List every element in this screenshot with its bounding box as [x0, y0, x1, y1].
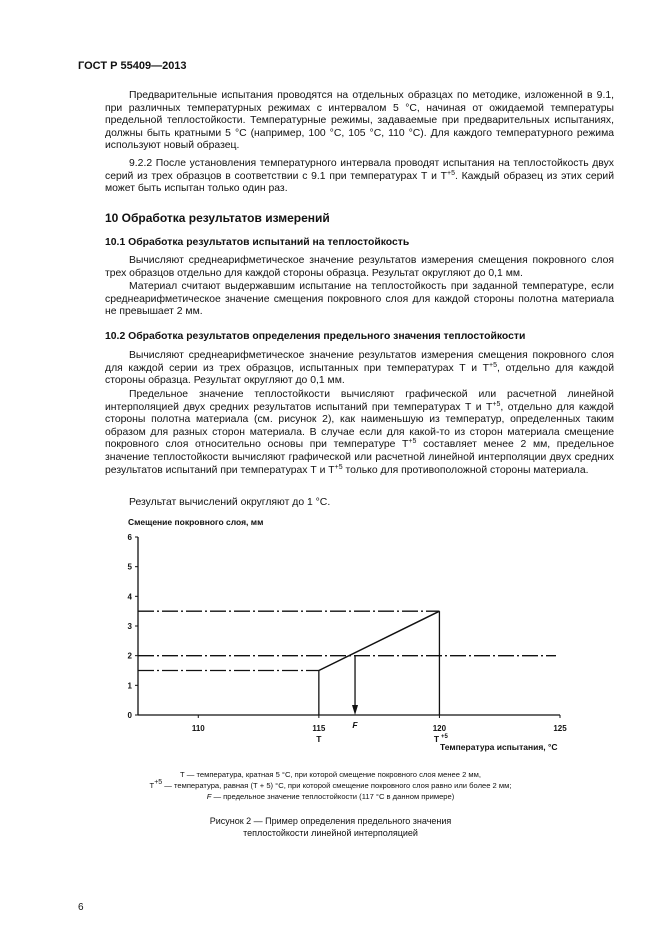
- y-tick-label: 0: [127, 711, 132, 720]
- y-tick-label: 1: [127, 681, 132, 691]
- paragraph-text: Предварительные испытания проводятся на отдельных образцах по методике, изложенной в 9.1, при различных температурных режимах с интервалом 5 °С, начиная от ожидаемой температуры предельной теплостойкости. Температурные режимы, задаваемые при предварительных испытаниях, должны быть кратными 5 °С (например, 100 °С, 105 °С, 110 °С). Для каждого температурного режима используют новый образец.: [105, 90, 614, 152]
- y-axis-title: Смещение покровного слоя, мм: [128, 517, 264, 527]
- subsection-10-2-heading: 10.2 Обработка результатов определения предельного значения теплостойкости: [105, 331, 526, 342]
- y-tick-label: 3: [127, 622, 132, 631]
- point-f-label: F: [352, 720, 358, 730]
- y-tick-label: 4: [127, 592, 132, 602]
- superscript: +5: [447, 169, 455, 177]
- t5-superscript: +5: [441, 734, 448, 740]
- t5-label: Т: [433, 734, 440, 744]
- y-tick-label: 6: [127, 533, 132, 542]
- paragraph-text: Результат вычислений округляют до 1 °С.: [129, 497, 331, 508]
- paragraph-text: Вычисляют среднеарифметическое значение результатов измерения смещения покровного слоя для каждой серии из трех образцов, испытанных при температурах Т и $Т^{+5}$, отдельно для каждой стороны образца. Результат округляют до 0,1 мм.: [105, 350, 614, 387]
- legend-line-t5: $Т^{+5}$ — температура, равная (Т + 5) °С, при которой смещение покровного слоя равно или более 2 мм;: [149, 779, 512, 790]
- x-tick-label: 115: [312, 724, 326, 733]
- paragraph-text: Материал считают выдержавшим испытание на теплостойкость при заданной температуре, если среднеарифметическое значение смещения покровного слоя для каждой стороны полотна материала не превышает 2 мм.: [105, 281, 614, 318]
- superscript: +5: [488, 361, 497, 369]
- legend-line-f: F — предельное значение теплостойкости (117 °С в данном примере): [206, 792, 455, 801]
- arrow-head-icon: [352, 705, 358, 715]
- interpolation-line: [319, 611, 440, 670]
- x-tick-label: 120: [432, 724, 447, 733]
- x-tick-label: 110: [191, 724, 205, 733]
- caption-line-2: теплостойкости линейной интерполяцией: [243, 827, 418, 838]
- t-label: Т: [316, 734, 322, 744]
- paragraph-text: 9.2.2 После установления температурного интервала проводят испытания на теплостойкость двух серий из трех образцов в соответствии с 9.1 при температурах Т и $Т^{+5}$. Каждый образец из этих серий может быть испытан только один раз.: [105, 158, 614, 195]
- superscript: +5: [492, 400, 501, 408]
- y-tick-label: 2: [127, 651, 132, 661]
- section-10-heading: 10 Обработка результатов измерений: [105, 211, 330, 225]
- page-number: 6: [78, 902, 84, 913]
- figure-legend: [0, 769, 661, 802]
- paragraph-text: Вычисляют среднеарифметическое значение результатов измерения смещения покровного слоя трех образцов отдельно для каждой стороны образца. Результат округляют до 0,1 мм.: [105, 255, 614, 279]
- superscript: +5: [408, 438, 417, 446]
- document-code-header: ГОСТ Р 55409—2013: [78, 60, 187, 72]
- paragraph-text: Предельное значение теплостойкости вычисляют графической или расчетной линейной интерполяцией двух средних результатов испытаний при температурах Т и $Т^{+5}$, отдельно для каждой стороны полотна материала (см. рисунок 2), как наименьшую из температур, определенных таким образом для разных сторон материала. В случае если для какой-то из сторон материала смещение покровного слоя относительно основы при температуре $Т^{+5}$ составляет менее 2 мм, предельное значение теплостойкости вычисляют графической или расчетной линейной интерполяции двух средних результатов испытаний при температурах Т и $Т^{+5}$ только для противоположной стороны материала.: [105, 389, 615, 476]
- legend-line-t: Т — температура, кратная 5 °С, при которой смещение покровного слоя менее 2 мм,: [180, 770, 481, 779]
- figure-caption: [0, 816, 661, 839]
- superscript: +5: [334, 463, 343, 471]
- caption-line-1: Рисунок 2 — Пример определения предельного значения: [209, 816, 452, 826]
- y-tick-label: 5: [127, 562, 132, 572]
- subsection-10-1-heading: 10.1 Обработка результатов испытаний на теплостойкость: [105, 237, 410, 248]
- x-axis-title: Температура испытания, °С: [440, 742, 558, 752]
- x-tick-label: 125: [553, 724, 567, 733]
